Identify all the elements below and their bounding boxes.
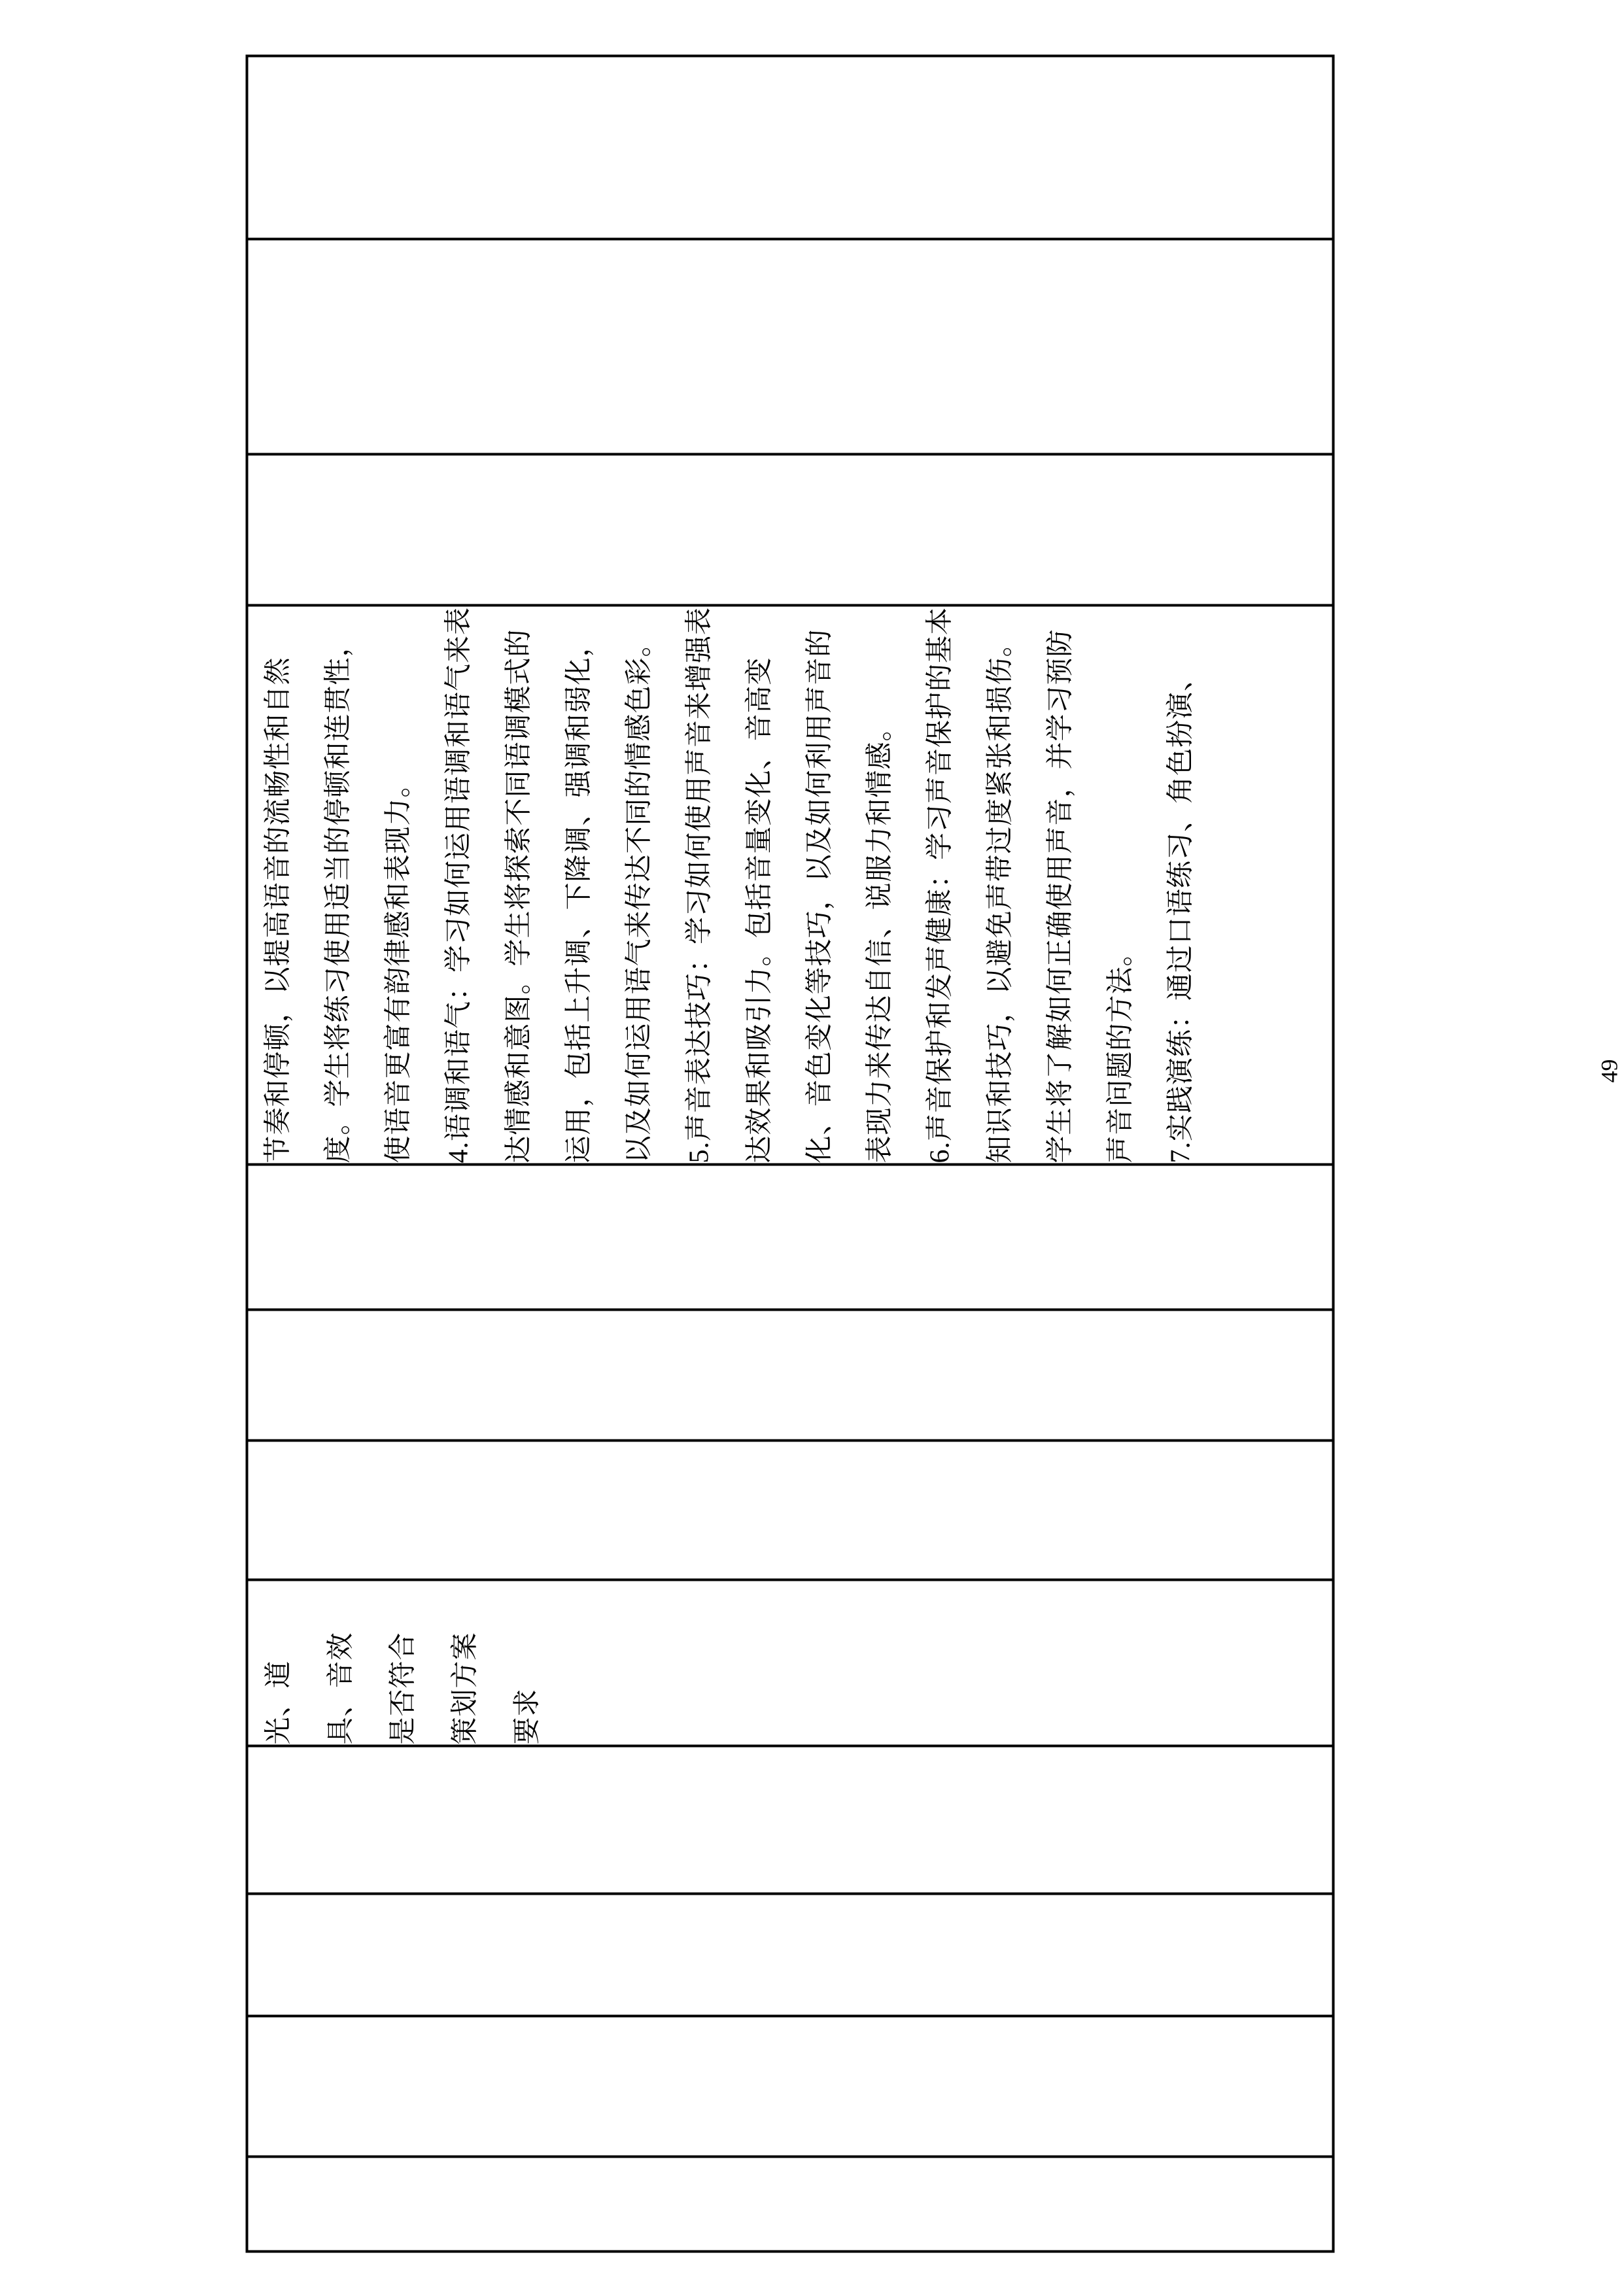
page-number: 49 <box>1596 1059 1623 1083</box>
table-cell-1-empty <box>247 2157 1334 2252</box>
lesson-plan-table <box>246 55 1335 2253</box>
table-row <box>247 56 1334 2252</box>
table-cell-3-empty <box>247 1894 1334 2016</box>
table-cell-6-empty <box>247 1441 1334 1580</box>
table-cell-11-empty <box>247 239 1334 455</box>
table-cell-content <box>247 606 1334 1165</box>
table-cell-criteria <box>247 1580 1334 1746</box>
table-cell-10-empty <box>247 455 1334 606</box>
content-paragraph-5: 7.实践演练：通过口语练习、角色扮演、 <box>1166 663 1196 1164</box>
content-paragraph-4: 6.声音保护和发声健康：学习声音保护的基本知识和技巧，以避免声带过度紧张和损伤。学生将了解如何正确使用声音，并学习预防声音问题的方法。 <box>925 606 1136 1164</box>
content-paragraph-2: 4.语调和语气：学习如何运用语调和语气来表达情感和意图。学生将探索不同语调模式的运用，包括上升调、下降调、强调和弱化，以及如何运用语气来传达不同的情感色彩。 <box>443 606 655 1164</box>
table-cell-7-empty <box>247 1310 1334 1441</box>
table-cell-4-empty <box>247 1746 1334 1894</box>
rotated-landscape-sheet <box>1 0 1624 2293</box>
table-cell-2-empty <box>247 2016 1334 2157</box>
table-cell-12-empty <box>247 56 1334 239</box>
content-paragraph-1: 节奏和停顿，以提高语音的流畅性和自然度。学生将练习使用适当的停顿和连贯性，使语音更富有韵律感和表现力。 <box>263 629 414 1164</box>
content-paragraph-3: 5.声音表达技巧：学习如何使用声音来增强表达效果和吸引力。包括音量变化、音高变化、音色变化等技巧，以及如何利用声音的表现力来传达自信、说服力和情感。 <box>684 606 895 1164</box>
table-cell-8-empty <box>247 1165 1334 1310</box>
content-text <box>249 607 1211 1164</box>
criteria-text: 光、道具、音效是否符合策划方案要求 <box>264 1632 543 1745</box>
